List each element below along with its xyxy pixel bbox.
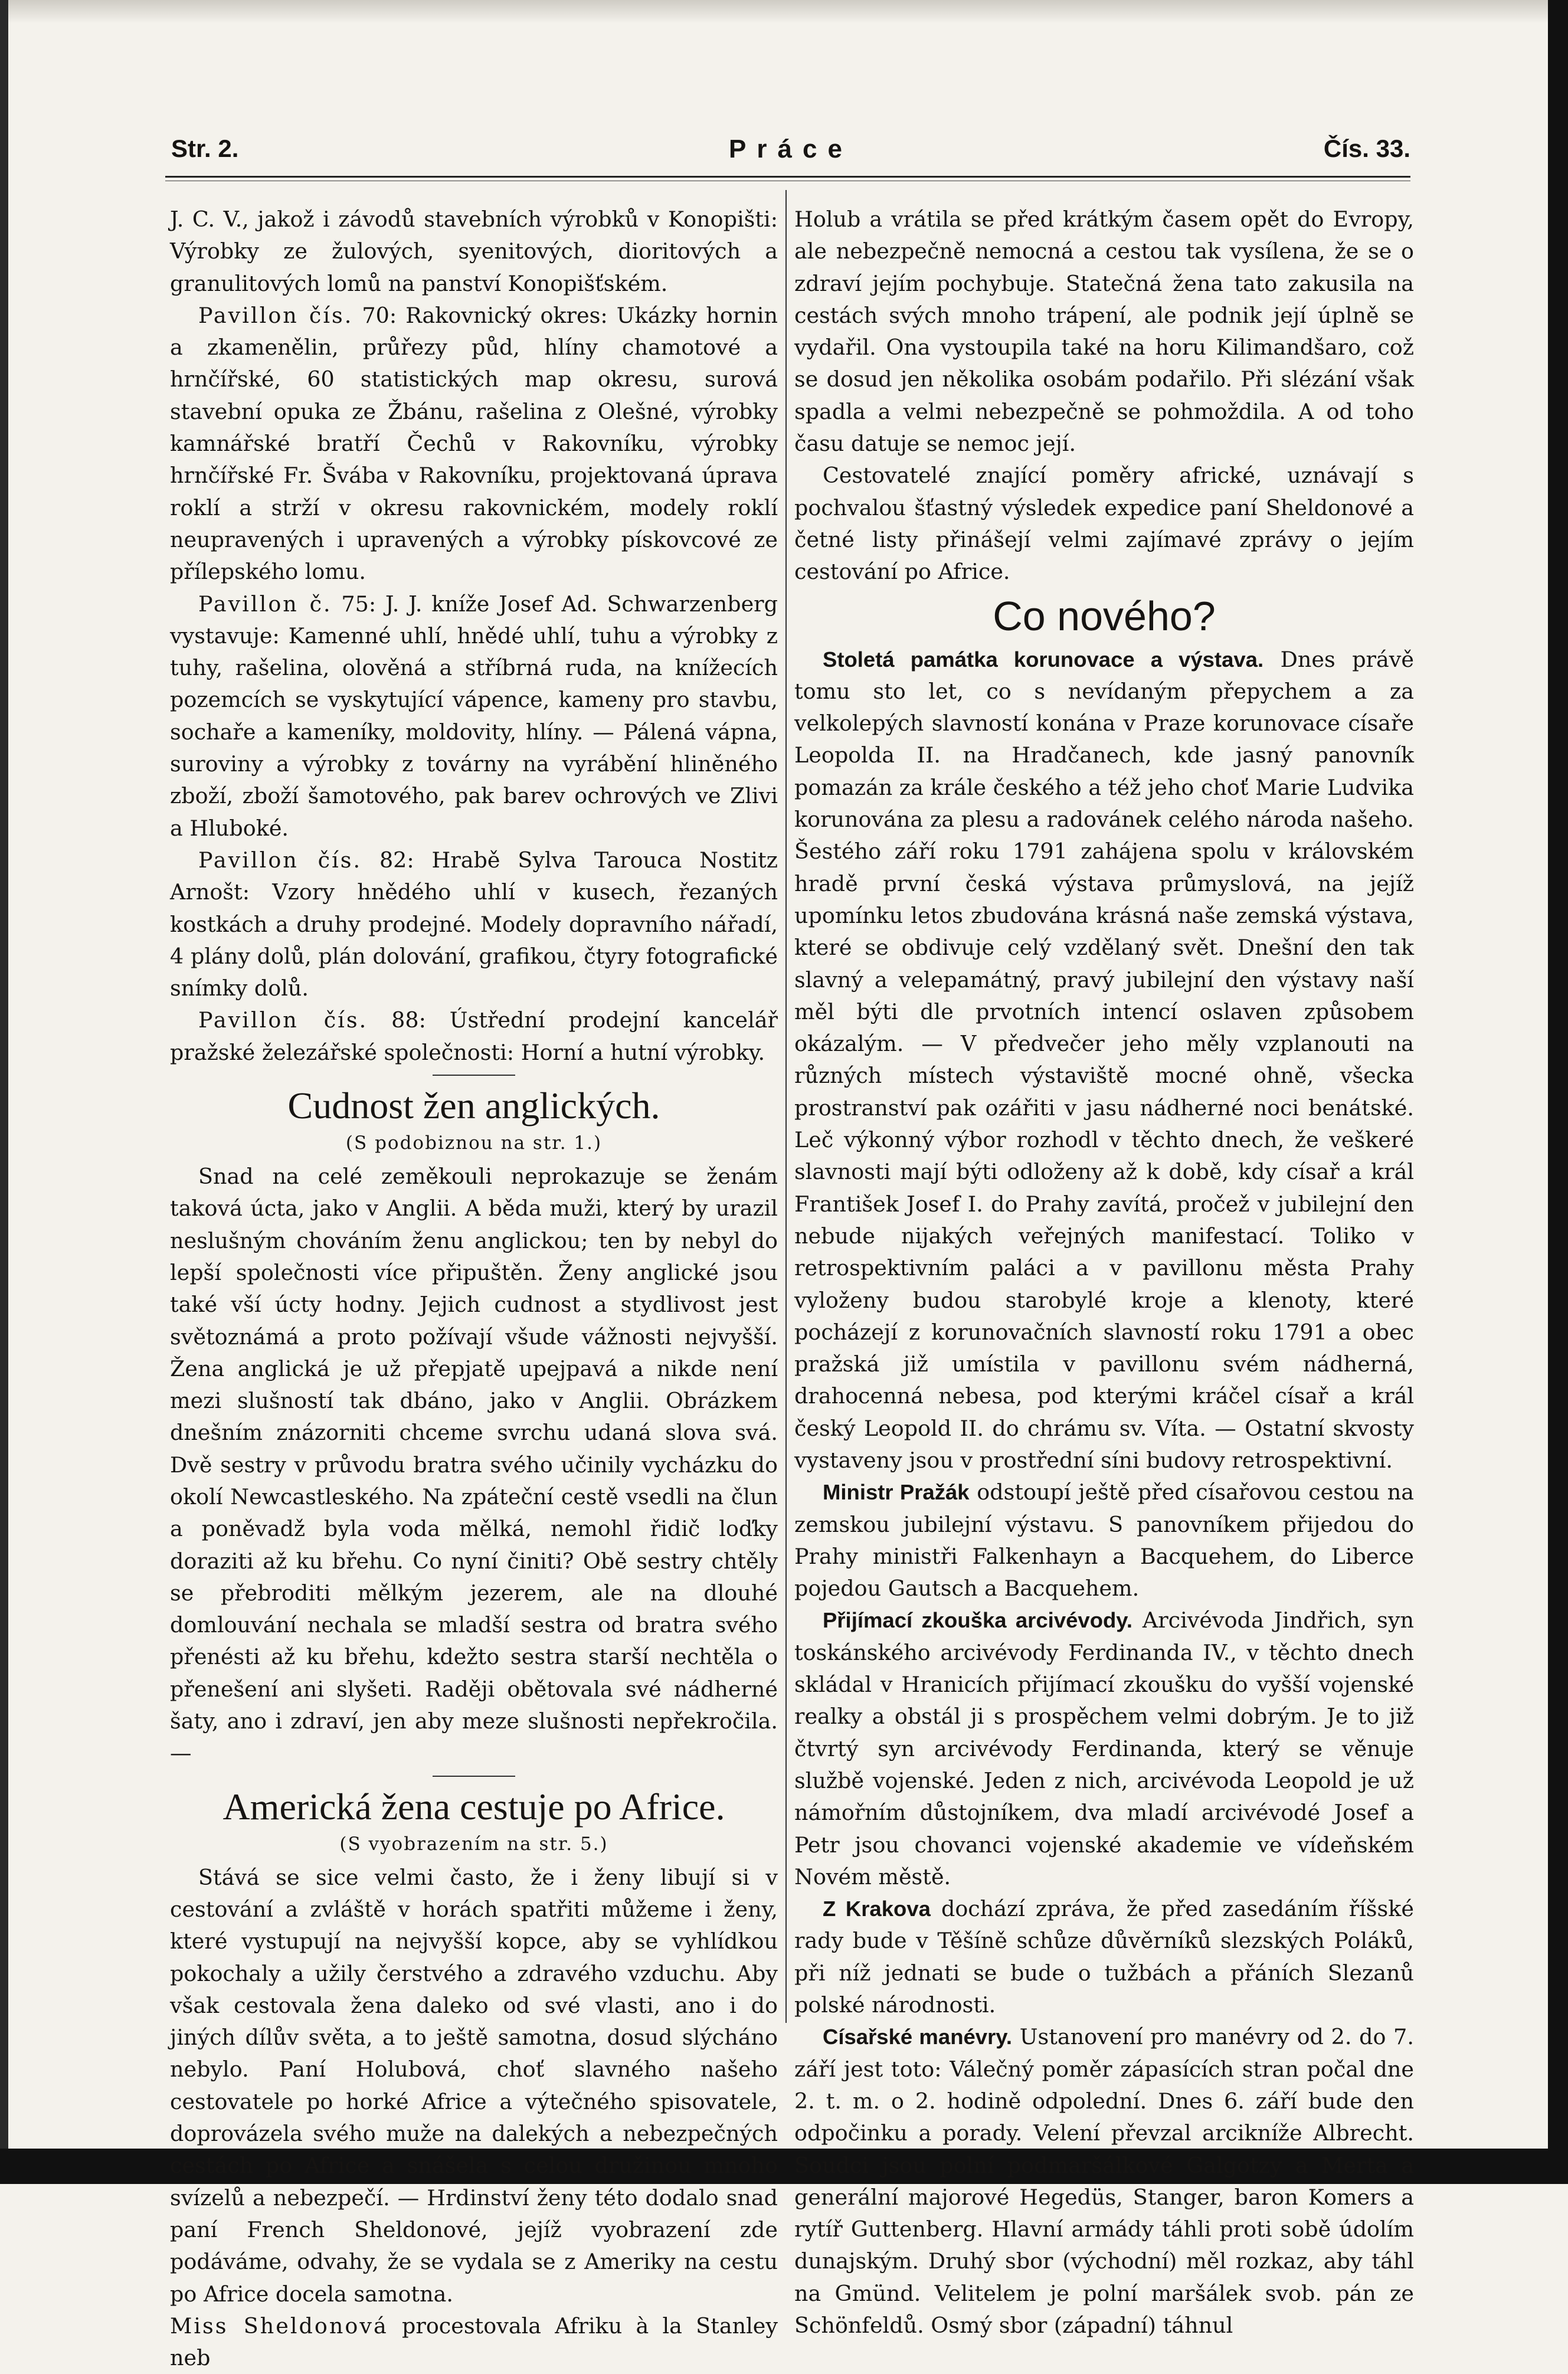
scan-left-edge (0, 0, 8, 2184)
news-headline: Přijímací zkouška arcivévody. (823, 1608, 1133, 1633)
news-item (794, 1893, 1414, 2021)
column-divider (785, 190, 787, 2023)
article-title: Americká žena cestuje po Africe. (222, 1785, 725, 1828)
pavilion-label: Pavillon č. (198, 591, 332, 617)
news-headline: Stoletá památka korunovace a výstava. (823, 647, 1264, 672)
news-text: Dnes právě tomu sto let, co s nevídaným přepychem a za velkolepých slavností konána v Praze korunovace císaře Leopolda II. na Hradčanech, kde jasný panovník pomazán za krále českého a též jeho choť Marie Ludvika korunována za plesu a radovánek celého národa našeho. Šestého září roku 1791 zahájena spolu v královském hradě první česká výstava průmyslová, na jejíž upomínku letos zbudována krásná naše zemská výstava, které se obdivuje celý vzdělaný svět. Dnešní den tak slavný a velepamátný, pravý jubilejní den výstavy naší měl býti dle prvotních intencí oslaven způsobem okázalým. — V předvečer jeho měly vzplanouti na různých místech výstaviště mocné ohně, všecka prostranství pak ozářiti v jasu nádherné noci benátské. Leč výkonný výbor rozhodl v těchto dnech, že veškeré slavnosti mají býti odloženy až k době, kdy císař a král František Josef I. do Prahy zavítá, pročež v jubilejní den nebude nijakých veřejných manifestací. Toliko v retrospektivním paláci a v pavillonu města Prahy vyloženy budou starobylé kroje a klenoty, které pocházejí z korunovačních slavností roku 1791 a obec pražská již umístila v pavillonu svém nádherná, drahocenná nebesa, pod kterými kráčel císař a král český Leopold II. do chrámu sv. Víta. — Ostatní skvosty vystaveny jsou v prostřední síni budovy retrospektivní. (794, 646, 1414, 1473)
article-body: Stává se sice velmi často, že i ženy libují si v cestování a zvláště v horách spatřiti můžeme i ženy, které vystupují na nejvyšší kopce, aby se vyhlídkou pokochaly a užily čerstvého a zdravého vzduchu. Aby však cestovala žena daleko od své vlasti, ano i do jiných dílův světa, a to ještě samotna, dosud slýcháno nebylo. Paní Holubová, choť slavného našeho cestovatele po horké Africe a výtečného spisovatele, doprovázela svého muže na dalekých a nebezpečných cestách po Africe a snášela s celou družinou mnoho svízelů a nebezpečí. — Hrdinství ženy této dodalo snad paní French Sheldonové, jejíž vyobrazení zde podáváme, odvahy, že se vydala se z Ameriky na cestu po Africe docela samotna. (170, 1864, 778, 2307)
exhibit-pavilion-75 (170, 588, 778, 844)
scan-top-shadow (0, 0, 1568, 24)
article-body: Cestovatelé znající poměry africké, uznávají s pochvalou šťastný výsledek expedice paní Sheldonové a četné listy přinášejí velmi zajímavé zprávy o jejím cestování po Africe. (794, 463, 1414, 585)
exhibit-pavilion-88 (170, 1004, 778, 1069)
news-text: odstoupí ještě před císařovou cestou na zemskou jubilejní výstavu. S panovníkem přijedou do Prahy ministři Falkenhayn a Bacquehem, do Liberce pojedou Gautsch a Bacquehem. (794, 1479, 1415, 1602)
header-rule-thick (165, 176, 1410, 178)
news-headline: Z Krakova (823, 1897, 931, 1921)
news-headline: Císařské manévry. (823, 2025, 1013, 2049)
article-subtitle: (S podobiznou na str. 1.) (345, 1132, 603, 1154)
page-number: Str. 2. (171, 135, 239, 162)
exhibit-pavilion-70 (170, 300, 778, 588)
news-item (794, 644, 1414, 1477)
page-header (171, 135, 1410, 176)
pavilion-text: 70: Rakovnický okres: Ukázky hornin a zkamenělin, průřezy půd, hlíny chamotové a hrnčířské, 60 statistických map okresu, surová stavební opuka ze Žbánu, rašelina z Olešné, výrobky kamnářské bratří Čechů v Rakovníku, výrobky hrnčířské Fr. Švába v Rakovníku, projektovaná úprava roklí a strží v okresu rakovnickém, modely roklí neupravených i upravených a výrobky pískovcové ze přílepského lomu. (170, 302, 778, 585)
news-text: Ustanovení pro manévry od 2. do 7. září jest toto: Válečný poměr zápasících stran počal dne 2. t. m. o 2. hodině odpolední. Dnes 6. září bude den odpočinku a porady. Velení převzal arcikníže Albrecht. Soudci jsou polní podmaršálkové Galgotzy a Merta a generální majorové Hegedüs, Stanger, baron Komers a rytíř Guttenberg. Hlavní armády táhli proti sobě údolím dunajským. Druhý sbor (východní) měl rozkaz, aby táhl na Gmünd. Velitelem je polní maršálek svob. pán ze Schönfeldů. Osmý sbor (západní) táhnul (794, 2024, 1414, 2338)
section-title: Co nového? (993, 592, 1216, 639)
left-column (170, 204, 778, 2371)
news-text: Arcivévoda Jindřich, syn toskánského arcivévody Ferdinanda IV., v těchto dnech skládal v Hranicích přijímací zkoušku do vyšší vojenské realky a obstál ji s prospěchem velmi dobrým. Je to již čtvrtý syn arcivévody Ferdinanda, který se věnuje službě vojenské. Jeden z nich, arcivévoda Leopold je už námořním důstojníkem, dva mladí arcivévodé Josef a Petr jsou chovanci vojenské akademie ve vídeňském Novém městě. (794, 1607, 1415, 1890)
news-item (794, 1476, 1414, 1605)
section-divider (433, 1075, 515, 1076)
pavilion-label: Pavillon čís. (198, 302, 353, 328)
person-name: Miss Sheldonová (170, 2313, 388, 2339)
issue-number: Čís. 33. (1323, 135, 1410, 162)
masthead-title: Práce (729, 135, 853, 163)
exhibit-pavilion-82 (170, 844, 778, 1004)
article-subtitle: (S vyobrazením na str. 5.) (339, 1833, 608, 1855)
pavilion-text: 88: Ústřední prodejní kancelář pražské železářské společnosti: Horní a hutní výrobky. (170, 1007, 778, 1065)
news-item (794, 2021, 1414, 2342)
news-item (794, 1605, 1414, 1893)
right-column (794, 204, 1415, 2338)
news-text: dochází zpráva, že před zasedáním říšské rady bude v Těšíně schůze důvěrníků slezských Poláků, při níž jednati se bude o tužbách a přáních Slezanů polské národnosti. (794, 1896, 1414, 2018)
pavilion-text: 82: Hrabě Sylva Tarouca Nostitz Arnošt: Vzory hnědého uhlí v kusech, řezaných kostkách a druhy prodejné. Modely dopravního nářadí, 4 plány dolů, plán dolování, grafikou, čtyry fotografické snímky dolů. (170, 847, 778, 1001)
article-body-continued (170, 2310, 778, 2374)
section-divider (433, 1776, 515, 1777)
pavilion-text: 75: J. J. kníže Josef Ad. Schwarzenberg vystavuje: Kamenné uhlí, hnědé uhlí, tuhu a výrobky z tuhy, rašelina, olověná a stříbrná ruda, na knížecích pozemcích se vyskytující vápence, kameny pro stavbu, sochaře a kameníky, moldovity, hlíny. — Pálená vápna, suroviny a výrobky z továrny na vyrábění hliněného zboží, zboží šamotového, pak barev ochrových ve Zlivi a Hluboké. (170, 591, 778, 841)
pavilion-label: Pavillon čís. (198, 847, 362, 873)
article-continuation: Holub a vrátila se před krátkým časem opět do Evropy, ale nebezpečně nemocná a cestou tak vysílena, že se o zdraví jejím pochybuje. Statečná žena tato zakusila na cestách svých mnoho trápení, ale podnik její úplně se vydařil. Ona vystoupila také na horu Kilimandšaro, což se dosud jen několika osobám podařilo. Při slézání však spadla a velmi nebezpečně se pohmoždila. A od toho času datuje se nemoc její. (794, 207, 1414, 457)
news-headline: Ministr Pražák (823, 1480, 970, 1505)
pavilion-label: Pavillon čís. (198, 1007, 368, 1033)
article-title: Cudnost žen anglických. (287, 1085, 660, 1127)
scan-right-edge (1548, 0, 1568, 2184)
article-body-tail: procestovala Afriku à la Stanley neb (170, 2313, 778, 2371)
article-body: Snad na celé zeměkouli neprokazuje se ženám taková úcta, jako v Anglii. A běda muži, který by urazil neslušným chováním ženu anglickou; ten by nebyl do lepší společnosti více připuštěn. Ženy anglické jsou také vší úcty hodny. Jejich cudnost a stydlivost jest světoznámá a proto požívají všude vážnosti nejvyšší. Žena anglická je už přepjatě upejpavá a nikde není mezi slušností tak dbáno, jako v Anglii. Obrázkem dnešním znázorniti chceme svrchu udaná slova svá. Dvě sestry v průvodu bratra svého učinily vycházku do okolí Newcastleského. Na zpáteční cestě vsedli na člun a poněvadž byla voda mělká, nemohl řidič loďky doraziti až ku břehu. Co nyní činiti? Obě sestry chtěly se přebroditi mělkým jezerem, ale na dlouhé domlouvání nechala se mladší sestra od bratra svého přenésti až ku břehu, kdežto sestra starší nechtěla o přenešení ani slyšeti. Raději obětovala své nádherné šaty, ano i zdraví, jen aby meze slušnosti nepřekročila. — (170, 1164, 778, 1766)
exhibit-paragraph: J. C. V., jakož i závodů stavebních výrobků v Konopišti: Výrobky ze žulových, syenitových, dioritových a granulitových lomů na panství Konopišťském. (170, 207, 778, 296)
